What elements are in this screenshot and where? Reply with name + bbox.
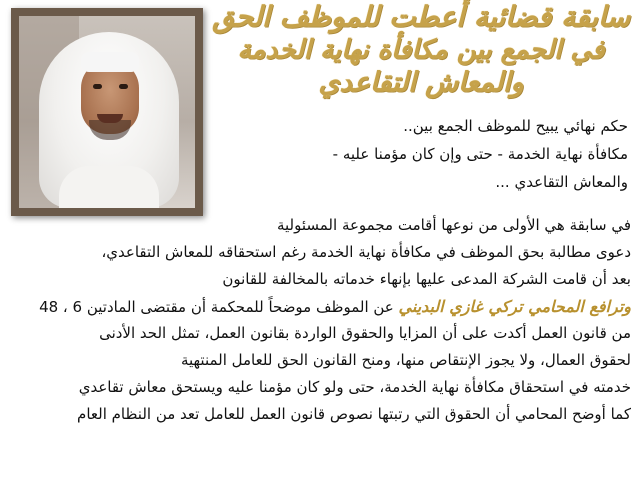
intro-block: [212, 112, 628, 196]
body-line-4-rest: عن الموظف موضحاً للمحكمة أن مقتضى المادتين 6 ، 48: [39, 298, 394, 316]
intro-line-1: حكم نهائي يبيح للموظف الجمع بين..: [403, 117, 628, 135]
body-line-1: في سابقة هي الأولى من نوعها أقامت مجموعة المسئولية: [276, 216, 631, 234]
body-line-6: لحقوق العمال، ولا يجوز الإنتقاص منها، ومنح القانون الحق للعامل المنتهية: [180, 351, 631, 369]
portrait-frame: [11, 8, 203, 216]
intro-line-2: مكافأة نهاية الخدمة - حتى وإن كان مؤمنا عليه -: [332, 145, 628, 163]
body-line-5: من قانون العمل أكدت على أن المزايا والحقوق الواردة بقانون العمل، تمثل الحد الأدنى: [99, 324, 631, 342]
headline: [210, 0, 632, 100]
portrait-photo: [19, 16, 195, 208]
headline-line-1: سابقة قضائية أعطت للموظف الحق: [212, 0, 630, 33]
intro-line-3: والمعاش التقاعدي ...: [495, 173, 628, 191]
body-line-2: دعوى مطالبة بحق الموظف في مكافأة نهاية الخدمة رغم استحقاقه للمعاش التقاعدي،: [101, 243, 631, 261]
article-body: [6, 212, 631, 428]
body-line-4: [6, 293, 631, 320]
body-line-3: بعد أن قامت الشركة المدعى عليها بإنهاء خدماته بالمخالفة للقانون: [222, 270, 631, 288]
body-line-7: خدمته في استحقاق مكافأة نهاية الخدمة، حتى ولو كان مؤمنا عليه ويستحق معاش تقاعدي: [78, 378, 631, 396]
lawyer-name: وترافع المحامي تركي غازي البديني: [398, 297, 631, 316]
body-line-8: كما أوضح المحامي أن الحقوق التي رتبتها نصوص قانون العمل للعامل تعد من النظام العام: [77, 405, 631, 423]
headline-line-3: والمعاش التقاعدي: [318, 67, 524, 98]
headline-line-2: في الجمع بين مكافأة نهاية الخدمة: [237, 35, 605, 65]
